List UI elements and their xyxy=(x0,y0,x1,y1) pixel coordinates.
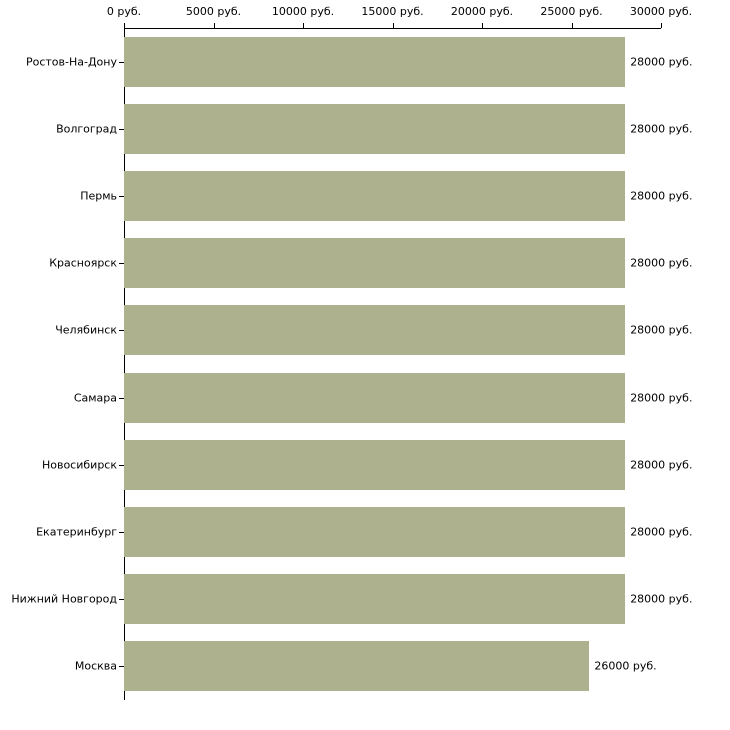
y-axis-category-label: Челябинск xyxy=(55,323,117,337)
y-axis-tick xyxy=(119,465,124,466)
y-axis-category-label: Москва xyxy=(74,659,117,673)
y-axis-tick xyxy=(119,196,124,197)
x-axis-tick-label: 0 руб. xyxy=(106,5,142,18)
x-axis-tick-label: 20000 руб. xyxy=(450,5,514,18)
bar[interactable] xyxy=(124,238,625,288)
y-axis-category-label: Волгоград xyxy=(56,122,117,136)
bar[interactable] xyxy=(124,104,625,154)
x-axis-tick xyxy=(214,23,215,28)
y-axis-category-label: Красноярск xyxy=(49,256,117,270)
bar-value-label: 28000 руб. xyxy=(630,323,693,337)
x-axis-tick xyxy=(661,23,662,28)
y-axis-tick xyxy=(119,129,124,130)
bar[interactable] xyxy=(124,305,625,355)
y-axis-category-label: Екатеринбург xyxy=(36,525,117,539)
bar-value-label: 28000 руб. xyxy=(630,525,693,539)
bar-value-label: 28000 руб. xyxy=(630,122,693,136)
bar-value-label: 28000 руб. xyxy=(630,458,693,472)
bar[interactable] xyxy=(124,574,625,624)
x-axis-tick-label: 5000 руб. xyxy=(185,5,242,18)
bar-value-label: 26000 руб. xyxy=(594,659,657,673)
bar[interactable] xyxy=(124,171,625,221)
bar[interactable] xyxy=(124,641,589,691)
bar[interactable] xyxy=(124,440,625,490)
bar-value-label: 28000 руб. xyxy=(630,256,693,270)
x-axis-tick xyxy=(124,23,125,28)
y-axis-tick xyxy=(119,330,124,331)
bar[interactable] xyxy=(124,373,625,423)
x-axis-tick xyxy=(572,23,573,28)
bar-value-label: 28000 руб. xyxy=(630,55,693,69)
x-axis-tick xyxy=(482,23,483,28)
y-axis-category-label: Пермь xyxy=(80,189,117,203)
y-axis-tick xyxy=(119,398,124,399)
y-axis-category-label: Новосибирск xyxy=(41,458,117,472)
y-axis-tick xyxy=(119,62,124,63)
y-axis-tick xyxy=(119,532,124,533)
y-axis-category-label: Самара xyxy=(73,391,117,405)
x-axis-tick-label: 10000 руб. xyxy=(271,5,335,18)
y-axis-category-label: Нижний Новгород xyxy=(11,592,117,606)
bar-value-label: 28000 руб. xyxy=(630,592,693,606)
y-axis-tick xyxy=(119,666,124,667)
bar-value-label: 28000 руб. xyxy=(630,391,693,405)
x-axis-tick-label: 30000 руб. xyxy=(629,5,693,18)
y-axis-tick xyxy=(119,263,124,264)
x-axis-tick xyxy=(303,23,304,28)
y-axis-category-label: Ростов-На-Дону xyxy=(25,55,117,69)
bar[interactable] xyxy=(124,37,625,87)
x-axis-tick xyxy=(393,23,394,28)
y-axis-tick xyxy=(119,599,124,600)
bar[interactable] xyxy=(124,507,625,557)
x-axis-tick-label: 25000 руб. xyxy=(540,5,603,18)
x-axis-tick-label: 15000 руб. xyxy=(361,5,424,18)
bar-value-label: 28000 руб. xyxy=(630,189,693,203)
